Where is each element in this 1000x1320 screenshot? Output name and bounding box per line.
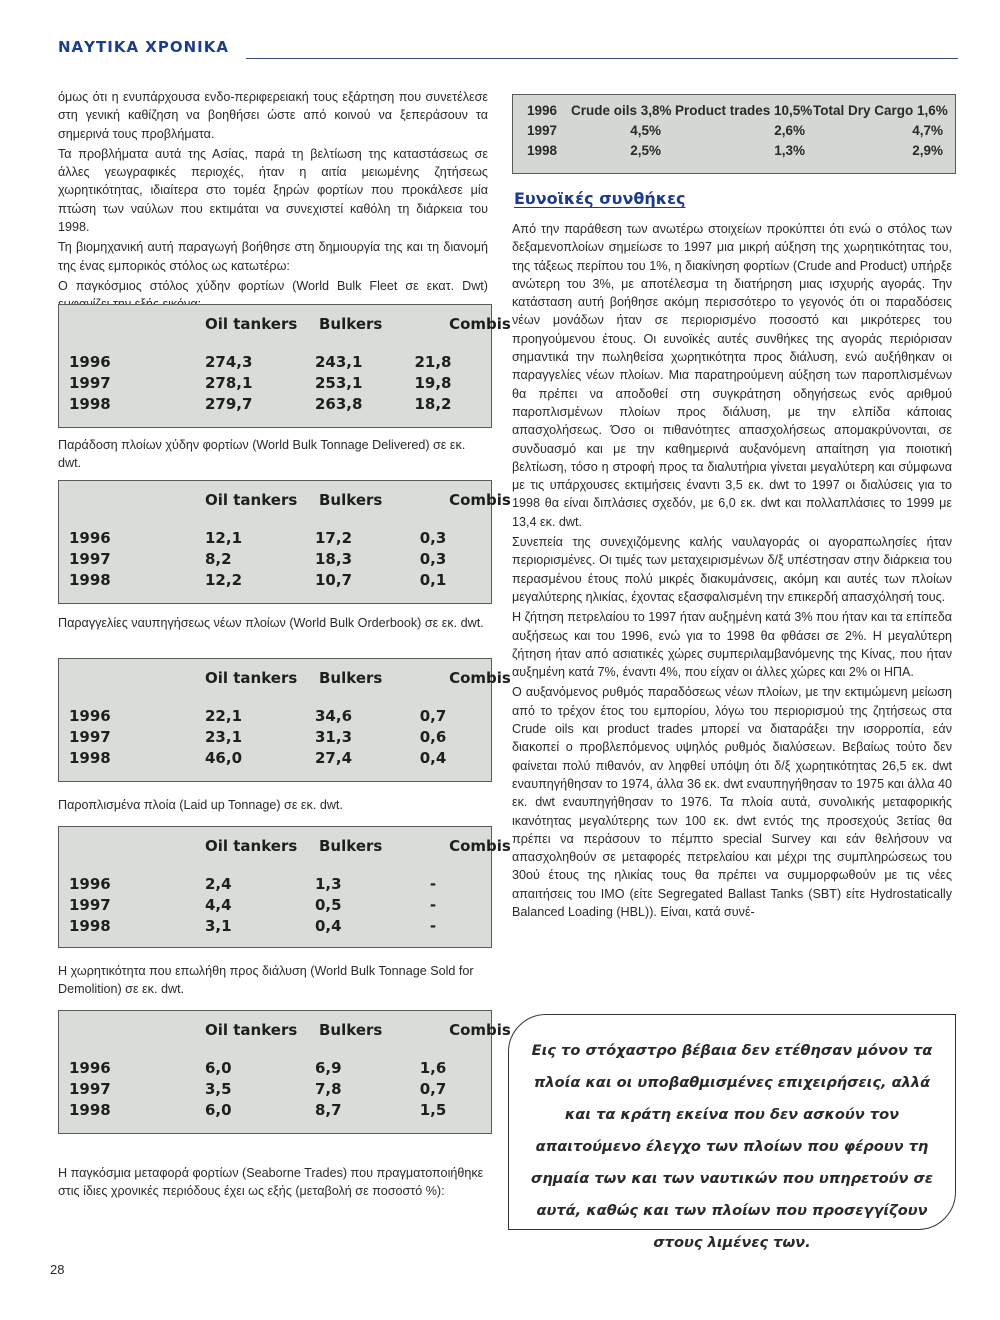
trades-cell: Product trades 10,5% bbox=[675, 103, 813, 118]
table-cell: 253,1 bbox=[315, 374, 363, 392]
fleet-table-3 bbox=[58, 658, 511, 782]
table-cell: 8,7 bbox=[315, 1101, 342, 1119]
table-caption: Η χωρητικότητα που επωλήθη προς διάλυση (World Bulk Tonnage Sold for Demolition) σε εκ. dwt. bbox=[58, 964, 474, 996]
table-cell: 6,0 bbox=[205, 1059, 232, 1077]
paragraph: Τα προβλήματα αυτά της Ασίας, παρά τη βελτίωση της καταστάσεως σε άλλες γεωγραφικές περιοχές, ήταν η αιτία μειωμένης ζητήσεως χωρητικότητας, ιδιαίτερα στο τομέα ξηρών φορτίων που προκάλεσε μία πτώση των ναύλων που εκτιμάται να συνεχιστεί καθόλη τη διάρκεια του 1998. bbox=[58, 146, 488, 235]
column-header: Bulkers bbox=[319, 315, 383, 333]
column-header: Combis bbox=[449, 491, 511, 509]
column-header: Oil tankers bbox=[205, 669, 298, 687]
table-cell: 278,1 bbox=[205, 374, 253, 392]
table-cell: 19,8 bbox=[414, 374, 452, 392]
trades-cell: 4,5% bbox=[630, 123, 661, 138]
table-cell: 1,6 bbox=[419, 1059, 447, 1077]
magazine-title: ΝΑΥΤΙΚΑ ΧΡΟΝΙΚΑ bbox=[58, 38, 229, 56]
trades-cell: 1,3% bbox=[774, 143, 805, 158]
trades-cell: 2,6% bbox=[774, 123, 805, 138]
table-cell: 7,8 bbox=[315, 1080, 342, 1098]
fleet-table-4 bbox=[58, 826, 511, 948]
paragraph: Από την παράθεση των ανωτέρω στοιχείων προκύπτει ότι ενώ ο στόλος των δεξαμενοπλοίων σημείωσε το 1997 μια μικρή αύξηση της χωρητικότητας του, της τάξεως περίπου του 1%, η διακίνηση φορτίων (Crude and Product) υπήρξε ανώτερη του 3%, με αποτέλεσμα τη διατήρηση μιας ισχυρής αγοράς. Την κατάσταση αυτή βοήθησε ακόμη περισσότερο το γεγονός ότι οι παραδόσεις νέων μονάδων ήταν σε περιορισμένο ποσοστό και μικρότερες του προηγούμενου έτους. Οι ευνοϊκές αυτές συνθήκες της αγοράς περιόρισαν σημαντικά την πωληθείσα χωρητικότητα προς διάλυση, ενώ αυξήθηκαν οι παραγγελίες νέων πλοίων. Μια παρατηρούμενη αύξηση των παροπλισμένων θα πρέπει να αποδοθεί στη συγκράτηση οδηγήσεως ενός αριθμού παροπλισμένων πλοίων προς διάλυση, με την ελπίδα κάποιας απασχολήσεως. Όσο οι πιθανότητες απασχολήσεως απομακρύνονται, σε συνδυασμό και με την καθημερινά αυξανόμενη απαίτηση για ποιοτική βελτίωση, τόσο η στροφή προς τα διαλυτήρια γίνεται μεγαλύτερη και σύμφωνα με τις υπάρχουσες εκτιμήσεις έναντι 3,5 εκ. dwt το 1997 οι διαλύσεις για το 1998 θα είναι διπλάσιες σχεδόν, με 6,0 εκ. dwt και πολλαπλάσιες το 1999 με 13,4 εκ. dwt. bbox=[512, 222, 952, 529]
table-cell: 0,7 bbox=[419, 1080, 447, 1098]
table-cell: 2,4 bbox=[205, 875, 232, 893]
table-cell: 3,5 bbox=[205, 1080, 232, 1098]
page-number: 28 bbox=[50, 1262, 65, 1277]
paragraph: Η ζήτηση πετρελαίου το 1997 ήταν αυξημένη κατά 3% που ήταν και τα επίπεδα αυξήσεως και του 1996, ενώ για το 1998 θα φθάσει σε 2%. Η μεγαλύτερη ζήτηση ήταν από ασιατικές χώρες συμπεριλαμβανόμενης της Κίνας, που ήταν αυξημένη κατά 7%, έναντι 4%, που είχαν οι άλλες χώρες και 2% οι ΗΠΑ. bbox=[512, 610, 952, 680]
column-header: Combis bbox=[449, 315, 511, 333]
fleet-table-5 bbox=[58, 1010, 511, 1134]
table-cell: 263,8 bbox=[315, 395, 363, 413]
row-year: 1998 bbox=[69, 749, 111, 767]
table-cell: 0,5 bbox=[315, 896, 342, 914]
fleet-table-1 bbox=[58, 304, 511, 428]
trades-year: 1996 bbox=[527, 103, 558, 118]
column-header: Combis bbox=[449, 669, 511, 687]
table-cell: 27,4 bbox=[315, 749, 353, 767]
table-cell: - bbox=[429, 875, 437, 893]
table-cell: 12,1 bbox=[205, 529, 243, 547]
paragraph: Τη βιομηχανική αυτή παραγωγή βοήθησε στη δημιουργία της και τη διανομή της ένας εμπορικός στόλος ως κατωτέρω: bbox=[58, 240, 488, 273]
paragraph: Ο αυξανόμενος ρυθμός παραδόσεως νέων πλοίων, με την εκτιμώμενη μείωση από το τρέχον έτος του εμπορίου, λόγω του περιορισμού της ζητήσεως στα Crude oils και product trades μπορεί να διαταράξει την ισορροπία, εάν διακοπεί ο προβλεπόμενος υψηλός ρυθμός διαλύσεων. Βεβαίως τούτο δεν φαίνεται πολύ πιθανόν, αν ληφθεί υπόψη ότι δ/ξ χωρητικότητας 26,5 εκ. dwt εναυπηγήθησαν το 1974, άλλα 36 εκ. dwt εναυπηγήθησαν το 1975 και άλλα 40 εκ. dwt εναυπηγήθησαν το 1976. Τα πλοία αυτά, συνολικής μεταφορικής ικανότητας μεγαλύτερης των 100 εκ. dwt εντός της προσεχούς 3ετίας θα πρέπει να περάσουν το πέμπτο special Survey και εάν θελήσουν να απασχοληθούν σε μεταφορές πετρελαίου και μέχρι της συμπληρώσεως του 30ού έτους της ηλικίας τους θα πρέπει να συμμορφωθούν με τις νέες απαιτήσεις του IMO (είτε Segregated Ballast Tanks (SBT) είτε Hydrostatically Balanced Loading (HBL)). Είναι, κατά συνέ- bbox=[512, 685, 952, 919]
row-year: 1997 bbox=[69, 1080, 111, 1098]
table-cell: 34,6 bbox=[315, 707, 353, 725]
table-cell: 0,4 bbox=[419, 749, 447, 767]
table-cell: 22,1 bbox=[205, 707, 243, 725]
column-header: Bulkers bbox=[319, 669, 383, 687]
table-cell: 0,1 bbox=[419, 571, 447, 589]
trades-cell: 2,5% bbox=[630, 143, 661, 158]
paragraph: Συνεπεία της συνεχιζόμενης καλής ναυλαγοράς οι αγοραπωλησίες ήταν περιορισμένες. Οι τιμές των μεταχειρισμένων δ/ξ υπέστησαν στην διάρκεια του περασμένου έτους πολύ μικρές διακυμάνσεις, ακόμη και αυτές των πλοίων μεγαλύτερης ηλικίας, έχοντας εξασφαλισμένη την επικερδή απασχόλησή τους. bbox=[512, 535, 952, 604]
table-cell: 0,3 bbox=[419, 550, 447, 568]
row-year: 1998 bbox=[69, 1101, 111, 1119]
table-cell: 31,3 bbox=[315, 728, 353, 746]
seaborne-trades-table bbox=[512, 94, 956, 174]
row-year: 1998 bbox=[69, 395, 111, 413]
trades-cell: Crude oils 3,8% bbox=[571, 103, 672, 118]
running-header bbox=[58, 38, 958, 62]
table-cell: 1,3 bbox=[315, 875, 342, 893]
row-year: 1997 bbox=[69, 896, 111, 914]
row-year: 1997 bbox=[69, 728, 111, 746]
table-cell: 0,4 bbox=[315, 917, 342, 935]
trades-year: 1997 bbox=[527, 123, 558, 138]
fleet-table-2 bbox=[58, 480, 511, 604]
table-cell: 0,6 bbox=[419, 728, 447, 746]
paragraph: όμως ότι η ενυπάρχουσα ενδο-περιφερειακή τους εξάρτηση που συνετέλεσε στη γενική καθίζηση να βοηθήσει ώστε από κοινού να ξεπεράσουν τα σημερινά τους προβλήματα. bbox=[58, 90, 488, 141]
row-year: 1998 bbox=[69, 917, 111, 935]
table-cell: 17,2 bbox=[315, 529, 353, 547]
table-cell: 0,7 bbox=[419, 707, 447, 725]
column-header: Oil tankers bbox=[205, 837, 298, 855]
row-year: 1997 bbox=[69, 374, 111, 392]
table-cell: 21,8 bbox=[414, 353, 452, 371]
table-caption: Η παγκόσμια μεταφορά φορτίων (Seaborne Trades) που πραγματοποιήθηκε στις ίδιες χρονικές περιόδους έχει ως εξής (μεταβολή σε ποσοστό %): bbox=[58, 1166, 484, 1198]
row-year: 1997 bbox=[69, 550, 111, 568]
row-year: 1998 bbox=[69, 571, 111, 589]
column-header: Oil tankers bbox=[205, 491, 298, 509]
column-header: Bulkers bbox=[319, 837, 383, 855]
column-header: Combis bbox=[449, 837, 511, 855]
table-cell: 274,3 bbox=[205, 353, 253, 371]
row-year: 1996 bbox=[69, 353, 111, 371]
table-cell: 6,9 bbox=[315, 1059, 342, 1077]
table-cell: 4,4 bbox=[205, 896, 232, 914]
left-intro-text bbox=[58, 88, 488, 316]
table-caption: Παράδοση πλοίων χύδην φορτίων (World Bulk Tonnage Delivered) σε εκ. dwt. bbox=[58, 438, 466, 470]
table-cell: 12,2 bbox=[205, 571, 243, 589]
trades-cell: Total Dry Cargo 1,6% bbox=[813, 103, 948, 118]
header-rule bbox=[246, 58, 958, 59]
column-header: Combis bbox=[449, 1021, 511, 1039]
row-year: 1996 bbox=[69, 1059, 111, 1077]
row-year: 1996 bbox=[69, 707, 111, 725]
table-cell: 10,7 bbox=[315, 571, 353, 589]
section-heading: Ευνοϊκές συνθήκες bbox=[514, 189, 686, 208]
column-header: Bulkers bbox=[319, 1021, 383, 1039]
table-cell: 243,1 bbox=[315, 353, 363, 371]
table-cell: 46,0 bbox=[205, 749, 243, 767]
table-cell: 8,2 bbox=[205, 550, 232, 568]
table-cell: 18,3 bbox=[315, 550, 353, 568]
pull-quote-text: Εις το στόχαστρο βέβαια δεν ετέθησαν μόνον τα πλοία και οι υποβαθμισμένες επιχειρήσεις, αλλά και τα κράτη εκείνα που δεν ασκούν τον απαιτούμενο έλεγχο των πλοίων που φέρουν τη σημαία των και των ναυτικών που υπηρετούν σε αυτά, καθώς και των πλοίων που προσεγγίζουν στους λιμένες των. bbox=[531, 1042, 933, 1251]
paragraph: Ο παγκόσμιος στόλος χύδην φορτίων (World Bulk Fleet σε εκατ. Dwt) bbox=[58, 278, 488, 293]
table-cell: 279,7 bbox=[205, 395, 253, 413]
table-cell: 3,1 bbox=[205, 917, 232, 935]
row-year: 1996 bbox=[69, 529, 111, 547]
table-caption: Παροπλισμένα πλοία (Laid up Tonnage) σε εκ. dwt. bbox=[58, 798, 343, 812]
trades-cell: 4,7% bbox=[912, 123, 943, 138]
trades-cell: 2,9% bbox=[912, 143, 943, 158]
row-year: 1996 bbox=[69, 875, 111, 893]
table-cell: - bbox=[429, 896, 437, 914]
table-caption: Παραγγελίες ναυπηγήσεως νέων πλοίων (World Bulk Orderbook) σε εκ. dwt. bbox=[58, 616, 484, 630]
table-cell: 6,0 bbox=[205, 1101, 232, 1119]
table-cell: - bbox=[429, 917, 437, 935]
table-cell: 18,2 bbox=[414, 395, 452, 413]
trades-year: 1998 bbox=[527, 143, 558, 158]
column-header: Bulkers bbox=[319, 491, 383, 509]
pull-quote bbox=[508, 1014, 956, 1251]
table-cell: 1,5 bbox=[419, 1101, 447, 1119]
table-cell: 0,3 bbox=[419, 529, 447, 547]
column-header: Oil tankers bbox=[205, 315, 298, 333]
column-header: Oil tankers bbox=[205, 1021, 298, 1039]
right-column-text bbox=[512, 220, 952, 923]
table-cell: 23,1 bbox=[205, 728, 243, 746]
